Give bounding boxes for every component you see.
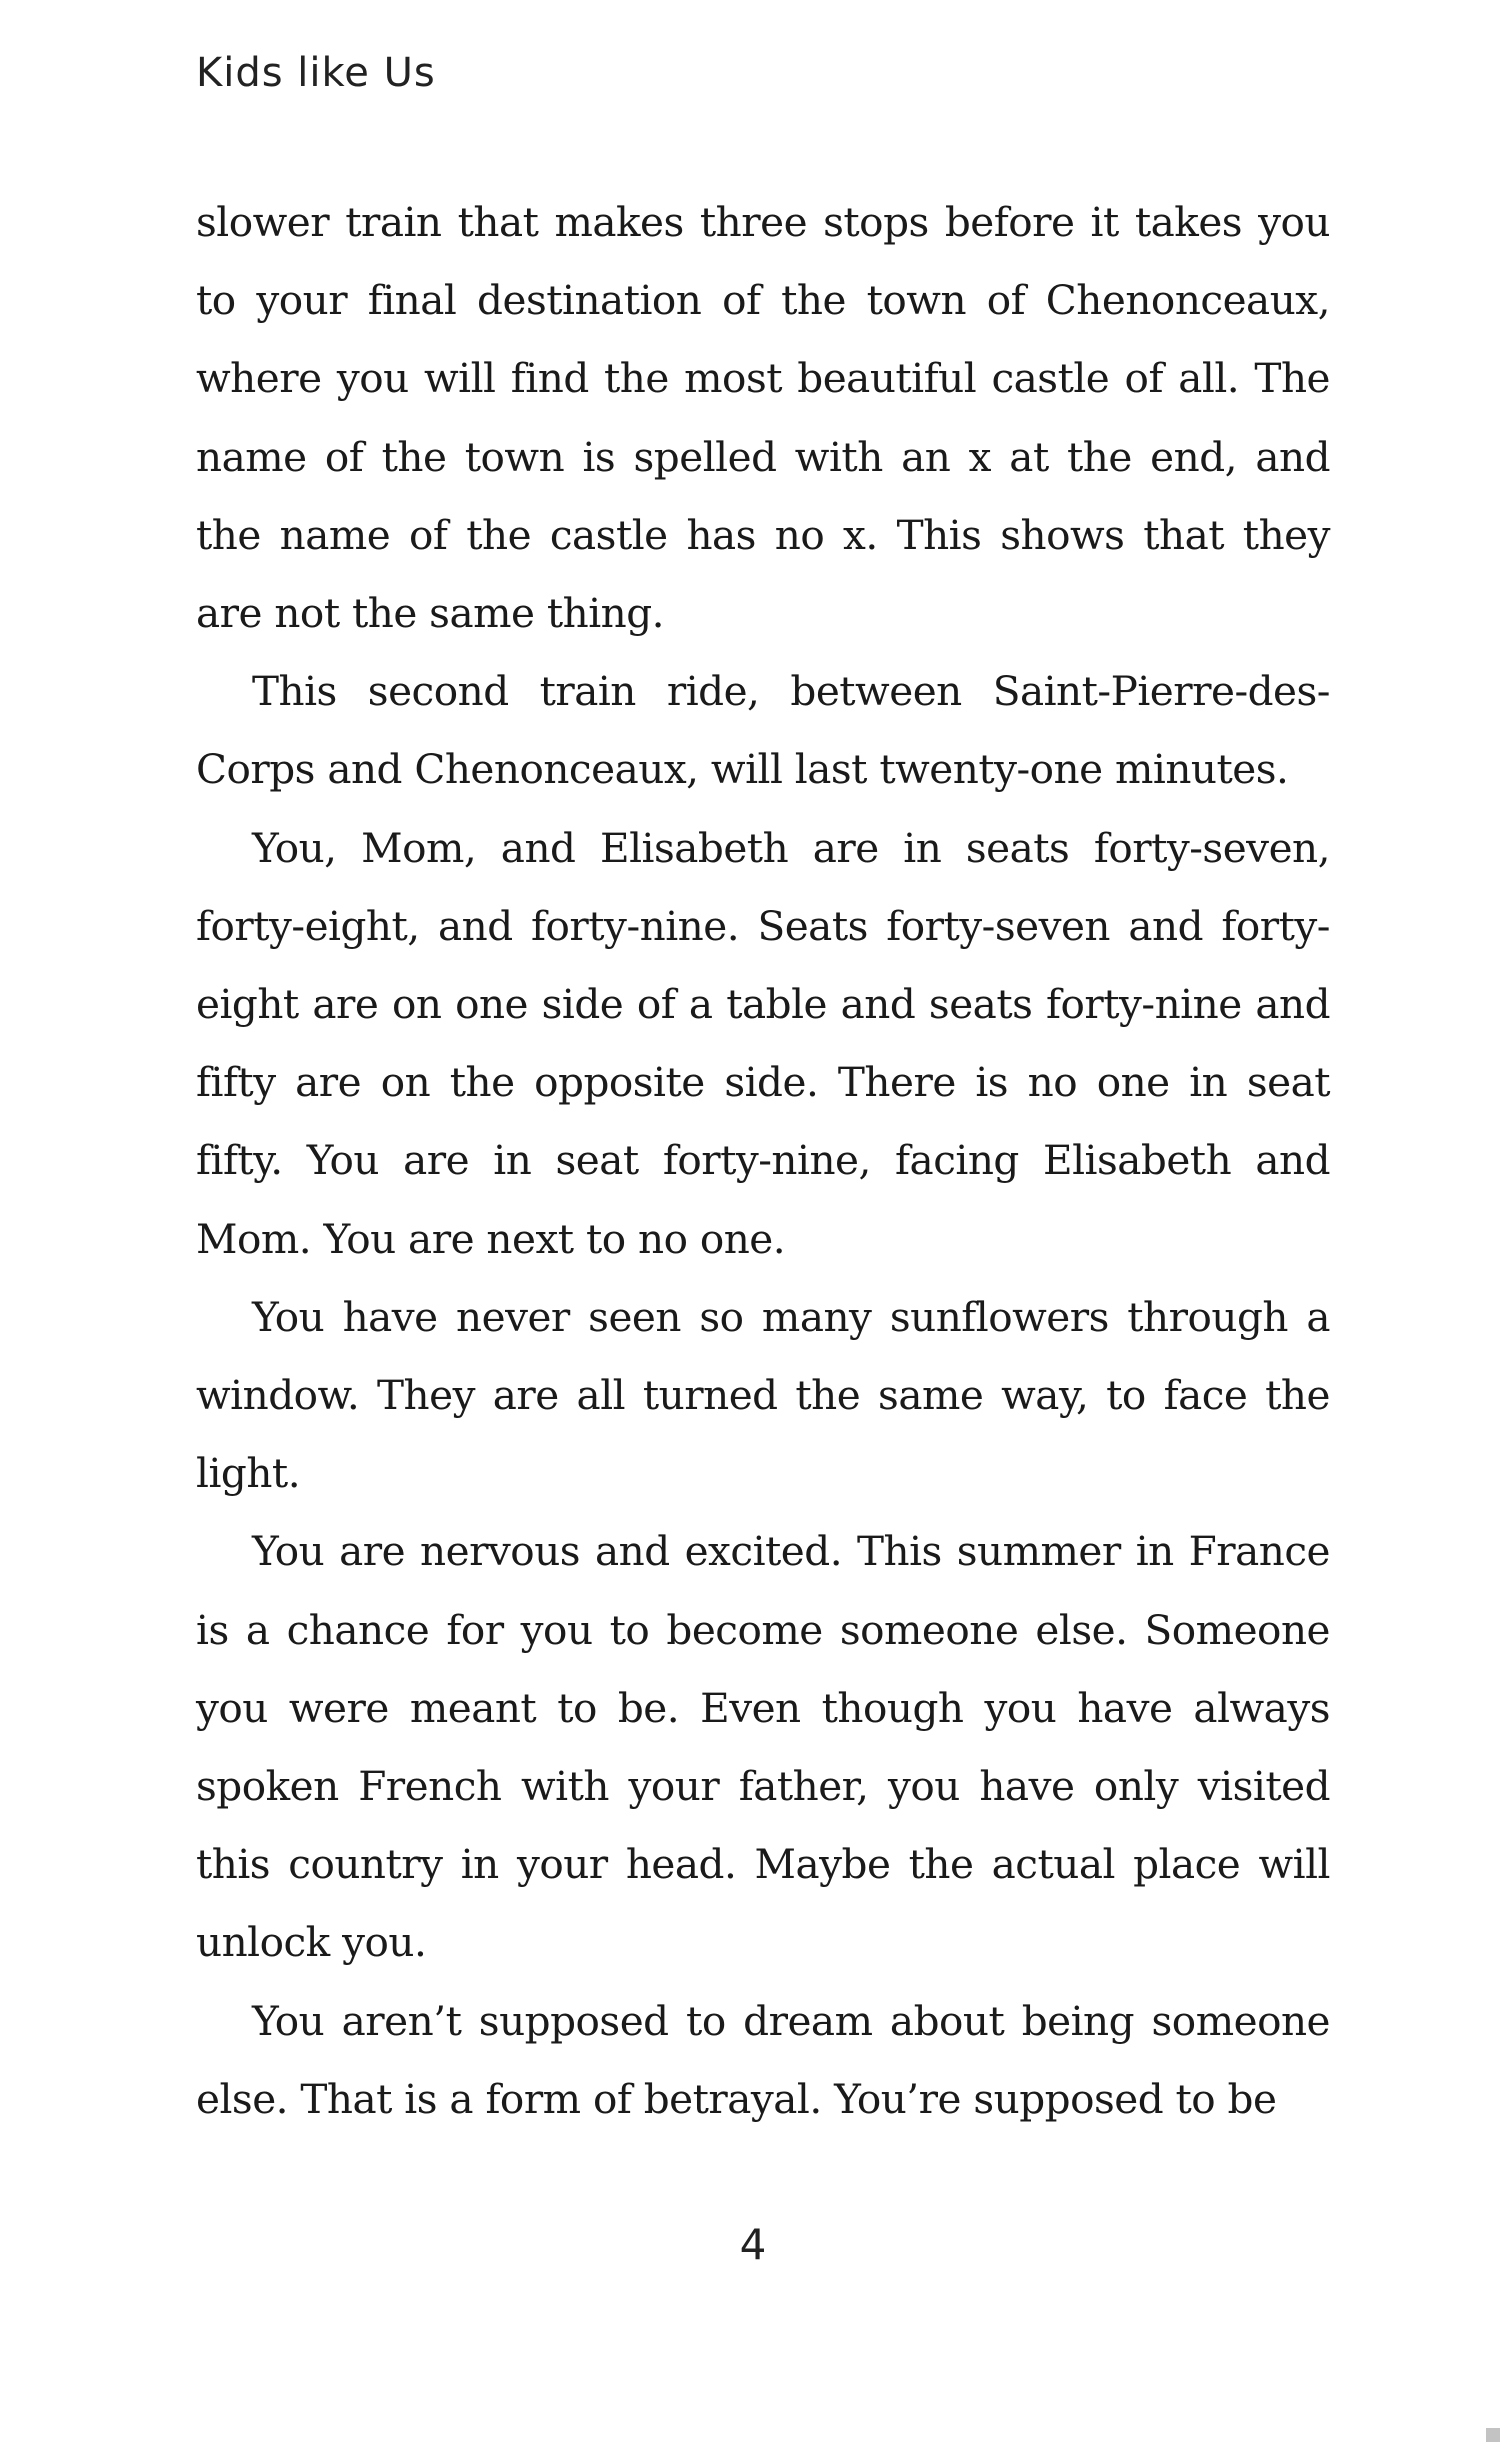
body-text	[196, 183, 1330, 2138]
paragraph: You are nervous and excited. This summer in France is a chance for you to become someone else. Someone you were meant to be. Even though you have always spoken French with your father, you have only visited this country in your head. Maybe the actual place will unlock you.	[196, 1527, 1330, 1967]
paragraph: You aren’t supposed to dream about being someone else. That is a form of betrayal. You’re supposed to be	[196, 1996, 1330, 2123]
page-number: 4	[739, 2220, 767, 2269]
running-head: Kids like Us	[196, 50, 436, 96]
paragraph: You, Mom, and Elisabeth are in seats forty-seven, forty-eight, and forty-nine. Seats forty-seven and forty-eight are on one side of a table and seats forty-nine and fifty are on the opposite side. There is no one in seat fifty. You are in seat forty-nine, facing Elisabeth and Mom. You are next to no one.	[196, 823, 1330, 1263]
paragraph: This second train ride, between Saint-Pierre-des-Corps and Chenonceaux, will last twenty-one minutes.	[196, 667, 1330, 794]
scan-corner-mark	[1486, 2428, 1500, 2442]
paragraph: You have never seen so many sunflowers through a window. They are all turned the same way, to face the light.	[196, 1292, 1330, 1498]
paragraph: slower train that makes three stops before it takes you to your final destination of the town of Chenonceaux, where you will find the most beautiful castle of all. The name of the town is spelled with an x at the end, and the name of the castle has no x. This shows that they are not the same thing.	[196, 198, 1330, 638]
